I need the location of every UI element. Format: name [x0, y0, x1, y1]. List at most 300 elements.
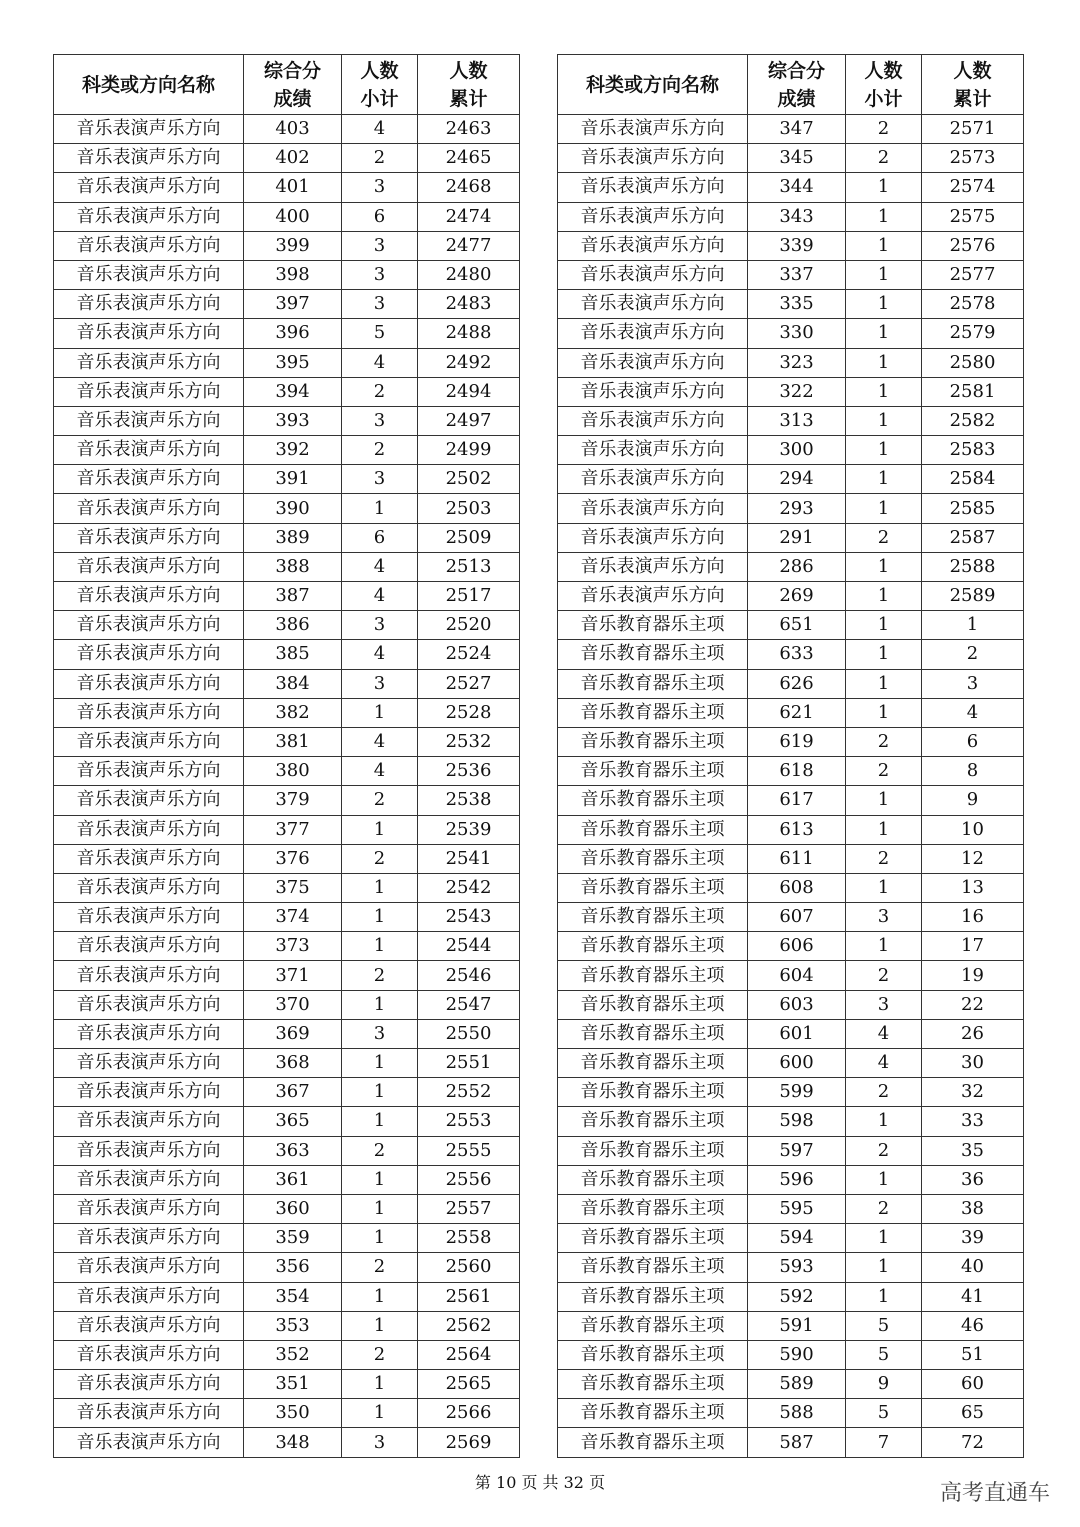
cell-cumulative: 2555: [418, 1136, 520, 1165]
cell-subtotal: 1: [846, 1224, 922, 1253]
table-row: [54, 173, 520, 202]
cell-score: 592: [748, 1282, 846, 1311]
cell-name: 音乐教育器乐主项: [558, 757, 748, 786]
cell-score: 651: [748, 611, 846, 640]
cell-name: 音乐教育器乐主项: [558, 1049, 748, 1078]
cell-subtotal: 2: [342, 786, 418, 815]
table-row: [558, 961, 1024, 990]
table-row: [558, 1399, 1024, 1428]
cell-name: 音乐表演声乐方向: [558, 523, 748, 552]
score-table-left: [53, 54, 520, 1458]
table-row: [558, 611, 1024, 640]
table-row: [558, 873, 1024, 902]
cell-score: 607: [748, 903, 846, 932]
cell-subtotal: 2: [846, 1136, 922, 1165]
table-row: [54, 582, 520, 611]
table-row: [54, 1194, 520, 1223]
table-row: [54, 1428, 520, 1457]
cell-score: 613: [748, 815, 846, 844]
table-row: [54, 698, 520, 727]
cell-score: 593: [748, 1253, 846, 1282]
cell-cumulative: 2585: [922, 494, 1024, 523]
cell-score: 594: [748, 1224, 846, 1253]
cell-cumulative: 2573: [922, 144, 1024, 173]
cell-subtotal: 1: [342, 815, 418, 844]
cell-name: 音乐表演声乐方向: [558, 377, 748, 406]
cell-subtotal: 4: [342, 757, 418, 786]
cell-name: 音乐表演声乐方向: [54, 1136, 244, 1165]
cell-subtotal: 1: [846, 319, 922, 348]
cell-cumulative: 2463: [418, 115, 520, 144]
cell-subtotal: 4: [342, 115, 418, 144]
cell-score: 347: [748, 115, 846, 144]
cell-score: 376: [244, 844, 342, 873]
cell-subtotal: 3: [342, 406, 418, 435]
table-row: [558, 319, 1024, 348]
cell-name: 音乐教育器乐主项: [558, 611, 748, 640]
cell-score: 370: [244, 990, 342, 1019]
cell-name: 音乐教育器乐主项: [558, 640, 748, 669]
header-subtotal: 人数 小计: [342, 55, 418, 115]
cell-cumulative: 2465: [418, 144, 520, 173]
cell-name: 音乐表演声乐方向: [54, 1282, 244, 1311]
cell-subtotal: 1: [846, 377, 922, 406]
cell-name: 音乐表演声乐方向: [54, 932, 244, 961]
cell-name: 音乐表演声乐方向: [558, 115, 748, 144]
cell-score: 387: [244, 582, 342, 611]
cell-subtotal: 1: [342, 873, 418, 902]
table-row: [54, 815, 520, 844]
table-row: [558, 552, 1024, 581]
cell-cumulative: 2477: [418, 231, 520, 260]
cell-subtotal: 5: [846, 1399, 922, 1428]
cell-cumulative: 8: [922, 757, 1024, 786]
cell-subtotal: 4: [342, 582, 418, 611]
cell-subtotal: 2: [342, 377, 418, 406]
cell-name: 音乐教育器乐主项: [558, 932, 748, 961]
cell-cumulative: 2488: [418, 319, 520, 348]
table-row: [558, 173, 1024, 202]
cell-subtotal: 4: [342, 727, 418, 756]
cell-score: 365: [244, 1107, 342, 1136]
cell-subtotal: 2: [342, 436, 418, 465]
cell-cumulative: 2580: [922, 348, 1024, 377]
cell-score: 361: [244, 1165, 342, 1194]
table-row: [558, 640, 1024, 669]
cell-name: 音乐表演声乐方向: [558, 173, 748, 202]
table-row: [54, 319, 520, 348]
cell-score: 368: [244, 1049, 342, 1078]
table-row: [54, 990, 520, 1019]
cell-subtotal: 1: [846, 231, 922, 260]
cell-name: 音乐表演声乐方向: [558, 290, 748, 319]
header-name: 科类或方向名称: [54, 55, 244, 115]
cell-score: 330: [748, 319, 846, 348]
cell-score: 595: [748, 1194, 846, 1223]
cell-cumulative: 2561: [418, 1282, 520, 1311]
table-row: [558, 1282, 1024, 1311]
cell-cumulative: 2582: [922, 406, 1024, 435]
table-row: [54, 1340, 520, 1369]
cell-subtotal: 1: [342, 903, 418, 932]
cell-cumulative: 10: [922, 815, 1024, 844]
cell-cumulative: 40: [922, 1253, 1024, 1282]
cell-score: 633: [748, 640, 846, 669]
table-row: [54, 1019, 520, 1048]
cell-cumulative: 30: [922, 1049, 1024, 1078]
cell-subtotal: 2: [846, 844, 922, 873]
cell-subtotal: 2: [846, 523, 922, 552]
cell-subtotal: 1: [342, 1078, 418, 1107]
cell-subtotal: 2: [342, 844, 418, 873]
cell-subtotal: 4: [846, 1019, 922, 1048]
cell-score: 350: [244, 1399, 342, 1428]
cell-cumulative: 2502: [418, 465, 520, 494]
cell-name: 音乐表演声乐方向: [54, 698, 244, 727]
cell-cumulative: 2579: [922, 319, 1024, 348]
cell-name: 音乐表演声乐方向: [54, 815, 244, 844]
cell-name: 音乐表演声乐方向: [54, 1165, 244, 1194]
cell-cumulative: 19: [922, 961, 1024, 990]
table-row: [54, 844, 520, 873]
table-row: [54, 552, 520, 581]
cell-name: 音乐表演声乐方向: [558, 465, 748, 494]
cell-subtotal: 1: [342, 1107, 418, 1136]
cell-score: 399: [244, 231, 342, 260]
cell-name: 音乐表演声乐方向: [54, 144, 244, 173]
cell-name: 音乐表演声乐方向: [54, 1311, 244, 1340]
cell-name: 音乐表演声乐方向: [54, 202, 244, 231]
cell-score: 392: [244, 436, 342, 465]
cell-cumulative: 2565: [418, 1370, 520, 1399]
cell-score: 363: [244, 1136, 342, 1165]
table-row: [54, 611, 520, 640]
cell-subtotal: 2: [846, 1194, 922, 1223]
table-row: [558, 669, 1024, 698]
cell-score: 286: [748, 552, 846, 581]
cell-subtotal: 1: [846, 1253, 922, 1282]
cell-score: 356: [244, 1253, 342, 1282]
cell-subtotal: 3: [342, 231, 418, 260]
table-row: [558, 377, 1024, 406]
table-row: [558, 903, 1024, 932]
cell-cumulative: 2581: [922, 377, 1024, 406]
cell-name: 音乐表演声乐方向: [558, 494, 748, 523]
table-header-row: [54, 55, 520, 115]
cell-cumulative: 2536: [418, 757, 520, 786]
cell-cumulative: 65: [922, 1399, 1024, 1428]
cell-score: 626: [748, 669, 846, 698]
table-row: [54, 1370, 520, 1399]
cell-subtotal: 3: [342, 1428, 418, 1457]
cell-cumulative: 2553: [418, 1107, 520, 1136]
cell-name: 音乐教育器乐主项: [558, 873, 748, 902]
cell-name: 音乐教育器乐主项: [558, 844, 748, 873]
table-row: [558, 494, 1024, 523]
header-subtotal: 人数 小计: [846, 55, 922, 115]
table-row: [558, 115, 1024, 144]
cell-score: 345: [748, 144, 846, 173]
table-row: [558, 698, 1024, 727]
cell-score: 323: [748, 348, 846, 377]
cell-cumulative: 2520: [418, 611, 520, 640]
table-row: [54, 465, 520, 494]
table-body-left: [54, 115, 520, 1458]
cell-cumulative: 2577: [922, 260, 1024, 289]
table-row: [54, 523, 520, 552]
cell-subtotal: 1: [342, 1165, 418, 1194]
cell-score: 401: [244, 173, 342, 202]
cell-subtotal: 4: [342, 348, 418, 377]
header-score: 综合分 成绩: [748, 55, 846, 115]
header-name: 科类或方向名称: [558, 55, 748, 115]
table-row: [54, 1253, 520, 1282]
cell-cumulative: 2497: [418, 406, 520, 435]
cell-name: 音乐教育器乐主项: [558, 1224, 748, 1253]
cell-score: 371: [244, 961, 342, 990]
table-row: [558, 844, 1024, 873]
table-row: [54, 1399, 520, 1428]
cell-score: 381: [244, 727, 342, 756]
cell-name: 音乐表演声乐方向: [54, 260, 244, 289]
cell-score: 337: [748, 260, 846, 289]
cell-cumulative: 2564: [418, 1340, 520, 1369]
cell-name: 音乐教育器乐主项: [558, 1340, 748, 1369]
cell-score: 589: [748, 1370, 846, 1399]
cell-cumulative: 2566: [418, 1399, 520, 1428]
cell-cumulative: 2541: [418, 844, 520, 873]
cell-cumulative: 2546: [418, 961, 520, 990]
cell-score: 388: [244, 552, 342, 581]
table-row: [54, 406, 520, 435]
cell-score: 389: [244, 523, 342, 552]
table-row: [54, 115, 520, 144]
cell-cumulative: 2550: [418, 1019, 520, 1048]
cell-cumulative: 32: [922, 1078, 1024, 1107]
cell-score: 393: [244, 406, 342, 435]
cell-cumulative: 2576: [922, 231, 1024, 260]
cell-cumulative: 2583: [922, 436, 1024, 465]
table-row: [558, 786, 1024, 815]
cell-cumulative: 2547: [418, 990, 520, 1019]
cell-subtotal: 1: [846, 348, 922, 377]
cell-subtotal: 1: [342, 1194, 418, 1223]
table-row: [558, 1311, 1024, 1340]
cell-subtotal: 9: [846, 1370, 922, 1399]
table-row: [558, 757, 1024, 786]
cell-subtotal: 2: [846, 1078, 922, 1107]
cell-subtotal: 1: [846, 202, 922, 231]
cell-name: 音乐表演声乐方向: [54, 494, 244, 523]
cell-subtotal: 1: [846, 465, 922, 494]
cell-subtotal: 1: [342, 1282, 418, 1311]
cell-subtotal: 3: [342, 260, 418, 289]
cell-subtotal: 1: [846, 290, 922, 319]
cell-subtotal: 1: [846, 1282, 922, 1311]
cell-subtotal: 1: [846, 669, 922, 698]
cell-score: 360: [244, 1194, 342, 1223]
table-row: [54, 202, 520, 231]
cell-name: 音乐表演声乐方向: [54, 669, 244, 698]
cell-cumulative: 2562: [418, 1311, 520, 1340]
cell-score: 352: [244, 1340, 342, 1369]
cell-name: 音乐表演声乐方向: [54, 1049, 244, 1078]
cell-cumulative: 2499: [418, 436, 520, 465]
table-row: [54, 640, 520, 669]
cell-cumulative: 2542: [418, 873, 520, 902]
cell-cumulative: 2474: [418, 202, 520, 231]
cell-cumulative: 36: [922, 1165, 1024, 1194]
cell-name: 音乐表演声乐方向: [54, 436, 244, 465]
cell-score: 606: [748, 932, 846, 961]
table-row: [54, 1078, 520, 1107]
cell-score: 379: [244, 786, 342, 815]
table-row: [54, 961, 520, 990]
cell-score: 396: [244, 319, 342, 348]
cell-name: 音乐表演声乐方向: [558, 231, 748, 260]
cell-cumulative: 16: [922, 903, 1024, 932]
cell-name: 音乐表演声乐方向: [54, 1428, 244, 1457]
cell-score: 394: [244, 377, 342, 406]
cell-subtotal: 1: [846, 1107, 922, 1136]
cell-name: 音乐表演声乐方向: [54, 552, 244, 581]
cell-subtotal: 1: [846, 786, 922, 815]
cell-score: 374: [244, 903, 342, 932]
cell-subtotal: 7: [846, 1428, 922, 1457]
cell-score: 598: [748, 1107, 846, 1136]
cell-score: 588: [748, 1399, 846, 1428]
cell-score: 343: [748, 202, 846, 231]
cell-name: 音乐表演声乐方向: [54, 990, 244, 1019]
cell-score: 339: [748, 231, 846, 260]
cell-subtotal: 2: [846, 961, 922, 990]
cell-subtotal: 1: [342, 494, 418, 523]
table-row: [54, 1224, 520, 1253]
cell-cumulative: 72: [922, 1428, 1024, 1457]
cell-name: 音乐表演声乐方向: [54, 231, 244, 260]
table-row: [558, 1224, 1024, 1253]
cell-name: 音乐表演声乐方向: [54, 523, 244, 552]
cell-subtotal: 2: [846, 727, 922, 756]
cell-name: 音乐教育器乐主项: [558, 990, 748, 1019]
cell-cumulative: 4: [922, 698, 1024, 727]
table-row: [558, 202, 1024, 231]
header-cumulative: 人数 累计: [418, 55, 520, 115]
cell-cumulative: 2509: [418, 523, 520, 552]
table-row: [54, 669, 520, 698]
cell-score: 402: [244, 144, 342, 173]
cell-name: 音乐教育器乐主项: [558, 1078, 748, 1107]
cell-subtotal: 2: [846, 757, 922, 786]
table-row: [558, 727, 1024, 756]
cell-score: 385: [244, 640, 342, 669]
cell-name: 音乐教育器乐主项: [558, 1019, 748, 1048]
cell-score: 367: [244, 1078, 342, 1107]
cell-name: 音乐表演声乐方向: [54, 377, 244, 406]
cell-score: 354: [244, 1282, 342, 1311]
cell-subtotal: 1: [846, 552, 922, 581]
table-row: [54, 1049, 520, 1078]
cell-subtotal: 5: [342, 319, 418, 348]
cell-cumulative: 2513: [418, 552, 520, 581]
cell-name: 音乐表演声乐方向: [54, 873, 244, 902]
cell-score: 382: [244, 698, 342, 727]
cell-score: 618: [748, 757, 846, 786]
table-row: [558, 815, 1024, 844]
table-row: [54, 144, 520, 173]
cell-name: 音乐表演声乐方向: [54, 903, 244, 932]
cell-subtotal: 1: [342, 1049, 418, 1078]
cell-subtotal: 3: [342, 290, 418, 319]
table-header-row: [558, 55, 1024, 115]
cell-cumulative: 2503: [418, 494, 520, 523]
cell-name: 音乐教育器乐主项: [558, 698, 748, 727]
cell-name: 音乐表演声乐方向: [558, 202, 748, 231]
cell-subtotal: 3: [846, 903, 922, 932]
cell-score: 353: [244, 1311, 342, 1340]
cell-subtotal: 2: [846, 115, 922, 144]
table-row: [558, 523, 1024, 552]
cell-subtotal: 3: [342, 669, 418, 698]
cell-score: 377: [244, 815, 342, 844]
cell-name: 音乐表演声乐方向: [558, 144, 748, 173]
cell-score: 398: [244, 260, 342, 289]
cell-name: 音乐教育器乐主项: [558, 1107, 748, 1136]
table-row: [54, 757, 520, 786]
cell-name: 音乐表演声乐方向: [54, 727, 244, 756]
cell-name: 音乐表演声乐方向: [54, 319, 244, 348]
table-row: [54, 348, 520, 377]
table-row: [54, 932, 520, 961]
cell-subtotal: 2: [342, 144, 418, 173]
cell-subtotal: 2: [342, 1136, 418, 1165]
cell-name: 音乐教育器乐主项: [558, 1370, 748, 1399]
cell-cumulative: 13: [922, 873, 1024, 902]
cell-subtotal: 1: [846, 932, 922, 961]
cell-subtotal: 5: [846, 1311, 922, 1340]
cell-name: 音乐教育器乐主项: [558, 727, 748, 756]
cell-cumulative: 38: [922, 1194, 1024, 1223]
cell-score: 313: [748, 406, 846, 435]
cell-score: 344: [748, 173, 846, 202]
cell-name: 音乐表演声乐方向: [54, 348, 244, 377]
cell-score: 291: [748, 523, 846, 552]
cell-subtotal: 1: [846, 436, 922, 465]
cell-cumulative: 39: [922, 1224, 1024, 1253]
cell-name: 音乐表演声乐方向: [54, 582, 244, 611]
table-row: [54, 377, 520, 406]
table-row: [558, 231, 1024, 260]
cell-cumulative: 2558: [418, 1224, 520, 1253]
cell-subtotal: 1: [846, 173, 922, 202]
cell-score: 369: [244, 1019, 342, 1048]
cell-subtotal: 1: [846, 873, 922, 902]
header-score: 综合分 成绩: [244, 55, 342, 115]
cell-score: 603: [748, 990, 846, 1019]
cell-name: 音乐教育器乐主项: [558, 1311, 748, 1340]
cell-score: 397: [244, 290, 342, 319]
cell-score: 375: [244, 873, 342, 902]
cell-subtotal: 1: [846, 815, 922, 844]
table-row: [558, 290, 1024, 319]
cell-name: 音乐表演声乐方向: [54, 173, 244, 202]
cell-subtotal: 6: [342, 202, 418, 231]
cell-score: 294: [748, 465, 846, 494]
table-row: [54, 290, 520, 319]
cell-subtotal: 3: [342, 1019, 418, 1048]
cell-subtotal: 1: [342, 698, 418, 727]
cell-score: 619: [748, 727, 846, 756]
